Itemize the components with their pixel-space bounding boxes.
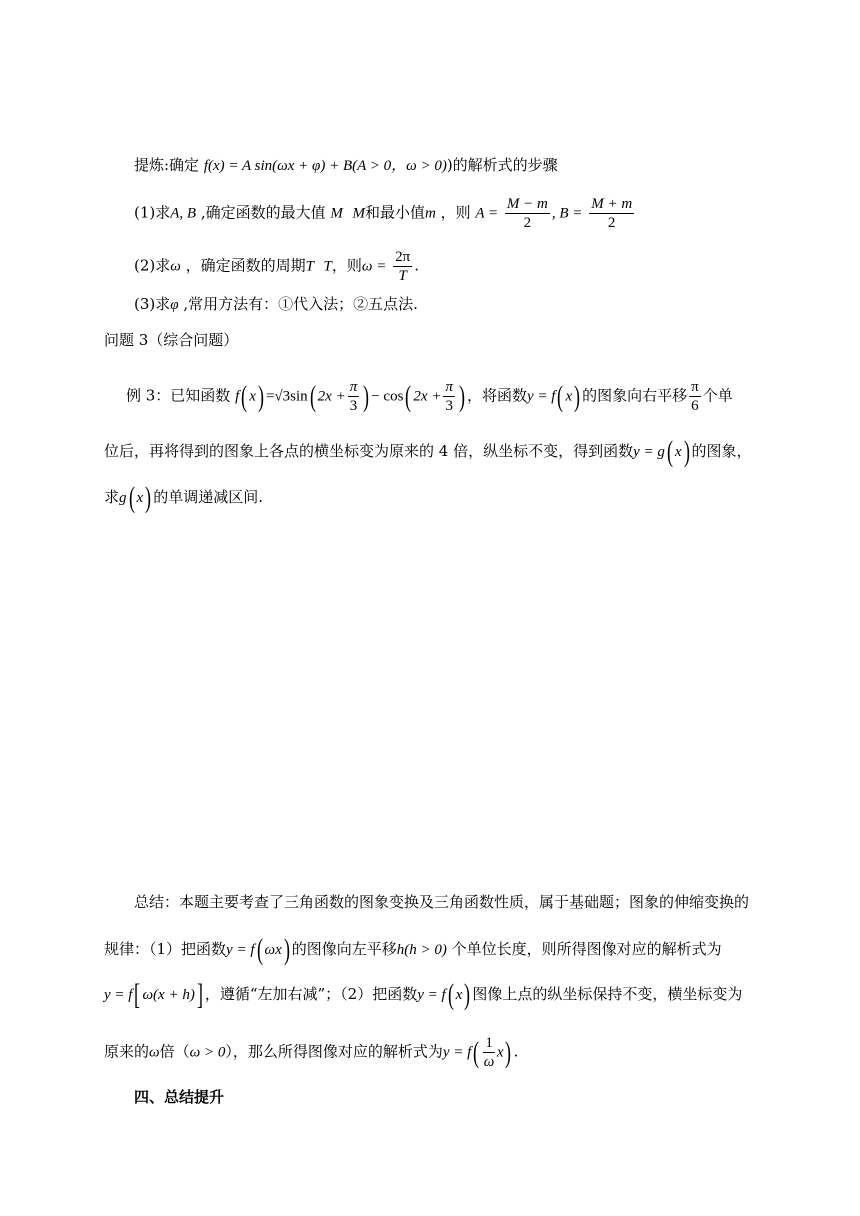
step2-omega: ω bbox=[170, 258, 181, 275]
example3-g: g bbox=[119, 490, 127, 506]
example3-yg: y = g bbox=[633, 444, 665, 460]
step1-text3: ，则 bbox=[435, 203, 471, 222]
summary-l4num: 1 bbox=[485, 1035, 493, 1051]
step3-phi: φ bbox=[170, 297, 179, 313]
example3-x2: x bbox=[565, 388, 573, 405]
step2-omega-eq: ω = bbox=[361, 258, 387, 275]
summary-l4-fraction bbox=[483, 1034, 495, 1071]
step2-end: . bbox=[414, 256, 419, 275]
tilian-label: 提炼:确定 bbox=[134, 156, 200, 174]
step1-B-fraction bbox=[589, 195, 634, 232]
summary-l3x: x bbox=[455, 987, 463, 1003]
example3-frac2 bbox=[443, 378, 455, 415]
step2-fraction bbox=[393, 248, 412, 285]
example3-line3a: 求 bbox=[104, 488, 120, 506]
example3-line3: 求g( x) 的单调递减区间. bbox=[104, 481, 263, 514]
summary-l2h: h(h > 0) bbox=[396, 942, 447, 958]
step2-text2: ，则 bbox=[331, 256, 362, 275]
step1-M: M bbox=[330, 205, 343, 222]
tilian-formula: f(x) = A sin(ωx + φ) + B(A > 0，ω > 0) bbox=[203, 158, 447, 174]
step2-label: (2)求 bbox=[134, 256, 171, 275]
step1-B-num: M + m bbox=[591, 196, 633, 212]
tilian-suffix: )的解析式的步骤 bbox=[446, 156, 558, 174]
summary-l4end: . bbox=[513, 1042, 519, 1061]
step1-text2: 和最小值 bbox=[364, 203, 425, 222]
step2-line bbox=[134, 248, 419, 285]
example3-x3: x bbox=[674, 444, 682, 460]
step1-line bbox=[134, 195, 636, 232]
example3-frac1 bbox=[348, 378, 360, 415]
summary-l3f: y = f bbox=[104, 987, 133, 1003]
example3-shift-fraction bbox=[689, 378, 701, 415]
step1-text1: ,确定函数的最大值 bbox=[196, 203, 326, 222]
summary-l2arg: ωx bbox=[264, 942, 282, 958]
step3-text: ,常用方法有：①代入法；②五点法. bbox=[178, 295, 418, 313]
example3-frac2-num: π bbox=[445, 379, 453, 395]
summary-l4x: x bbox=[496, 1044, 504, 1061]
example3-text2: 的图象向右平移 bbox=[582, 386, 688, 405]
summary-l3b: 图像上点的纵坐标保持不变，横坐标变为 bbox=[472, 985, 743, 1003]
summary-line4: 原来的ω倍（ω > 0），那么所得图像对应的解析式为y = f( $\frac{1}{\omega}$ x) . bbox=[104, 1035, 519, 1070]
example3-text1: ，将函数 bbox=[466, 386, 527, 405]
example3-f: f bbox=[235, 388, 240, 405]
summary-line1: 总结：本题主要考查了三角函数的图象变换及三角函数性质，属于基础题；图象的伸缩变换的 bbox=[134, 893, 750, 911]
step2-text1: ，确定函数的周期 bbox=[180, 256, 306, 275]
summary-l4cond: ω > 0 bbox=[189, 1044, 226, 1061]
summary-l2c: 个单位长度，则所得图像对应的解析式为 bbox=[451, 940, 722, 958]
summary-l2b: 的图像向左平移 bbox=[291, 940, 397, 958]
step2-T-dup: T bbox=[323, 258, 332, 275]
step2-T: T bbox=[305, 258, 314, 275]
question3-title: 问题 3（综合问题） bbox=[104, 331, 239, 349]
summary-l2a: 规律：（1）把函数 bbox=[104, 940, 227, 958]
example3-frac1-den: 3 bbox=[349, 398, 358, 414]
step3-line bbox=[134, 292, 418, 317]
example3-label: 例 3：已知函数 bbox=[126, 386, 231, 405]
step2-num: 2π bbox=[395, 249, 411, 265]
example3-sqrt3sin: √3sin bbox=[274, 388, 308, 405]
step1-M-dup: M bbox=[352, 205, 365, 222]
step1-A-num: M − m bbox=[506, 196, 548, 212]
example3-x4: x bbox=[136, 490, 144, 506]
example3-text3: 个单 bbox=[702, 386, 733, 405]
step1-label: (1)求 bbox=[134, 203, 171, 222]
summary-l3y: y = f bbox=[417, 987, 446, 1003]
example3-frac2-den: 3 bbox=[445, 398, 453, 414]
example3-line1: 例 3：已知函数 f( x) =√3sin( 2x + $\frac{\pi}{3}$ ) − cos( 2x + $\frac{\pi}{3}$ ) ，将函数y = f( x) 的图象向右平移 $\frac{\pi}{6}$ 个单 bbox=[126, 379, 733, 414]
summary-l4c: ），那么所得图像对应的解析式为 bbox=[225, 1042, 443, 1061]
step1-B-eq: , B = bbox=[551, 205, 583, 222]
tilian-line bbox=[134, 153, 558, 178]
summary-l4w: ω bbox=[149, 1044, 160, 1061]
example3-minus-cos: − cos bbox=[371, 388, 404, 405]
summary-l3arg: ω(x + h) bbox=[142, 987, 195, 1003]
example3-shift-num: π bbox=[691, 379, 699, 395]
step1-B-den: 2 bbox=[607, 215, 616, 231]
example3-frac1-num: π bbox=[349, 379, 358, 395]
step1-vars: A, B bbox=[170, 205, 197, 222]
example3-eq: = bbox=[265, 388, 275, 405]
example3-line3b: 的单调递减区间. bbox=[153, 488, 263, 506]
example3-line2: 位后，再将得到的图象上各点的横坐标变为原来的 4 倍，纵坐标不变，得到函数y = g( x) 的图象， bbox=[104, 435, 752, 468]
summary-l4b: 倍（ bbox=[159, 1042, 190, 1061]
step1-A-fraction bbox=[505, 195, 550, 232]
example3-line2b: 的图象， bbox=[691, 442, 752, 460]
step1-A-eq: A = bbox=[475, 205, 499, 222]
summary-l4den: ω bbox=[483, 1054, 495, 1070]
example3-line2a: 位后，再将得到的图象上各点的横坐标变为原来的 4 倍，纵坐标不变，得到函数 bbox=[104, 442, 634, 460]
step1-A-den: 2 bbox=[523, 215, 532, 231]
summary-l4f: y = f bbox=[442, 1044, 472, 1061]
summary-line3: y = f[ ω(x + h)] ，遵循“左加右减”；（2）把函数y = f( x) 图像上点的纵坐标保持不变，横坐标变为 bbox=[104, 978, 743, 1011]
example3-yeq: y = f bbox=[526, 388, 556, 405]
summary-l4a: 原来的 bbox=[104, 1042, 150, 1061]
section4-title: 四、总结提升 bbox=[134, 1088, 225, 1106]
summary-l3a: ，遵循“左加右减”；（2）把函数 bbox=[204, 985, 418, 1003]
example3-x: x bbox=[249, 388, 256, 405]
example3-arg2: 2x + bbox=[413, 388, 442, 405]
step1-m: m bbox=[424, 205, 436, 222]
example3-arg1: 2x + bbox=[317, 388, 346, 405]
summary-line2: 规律：（1）把函数y = f( ωx) 的图像向左平移h(h > 0) 个单位长度，则所得图像对应的解析式为 bbox=[104, 933, 722, 966]
step2-den: T bbox=[398, 268, 407, 284]
step3-label: (3)求 bbox=[134, 295, 171, 313]
summary-l2f: y = f bbox=[226, 942, 255, 958]
example3-shift-den: 6 bbox=[691, 398, 699, 414]
